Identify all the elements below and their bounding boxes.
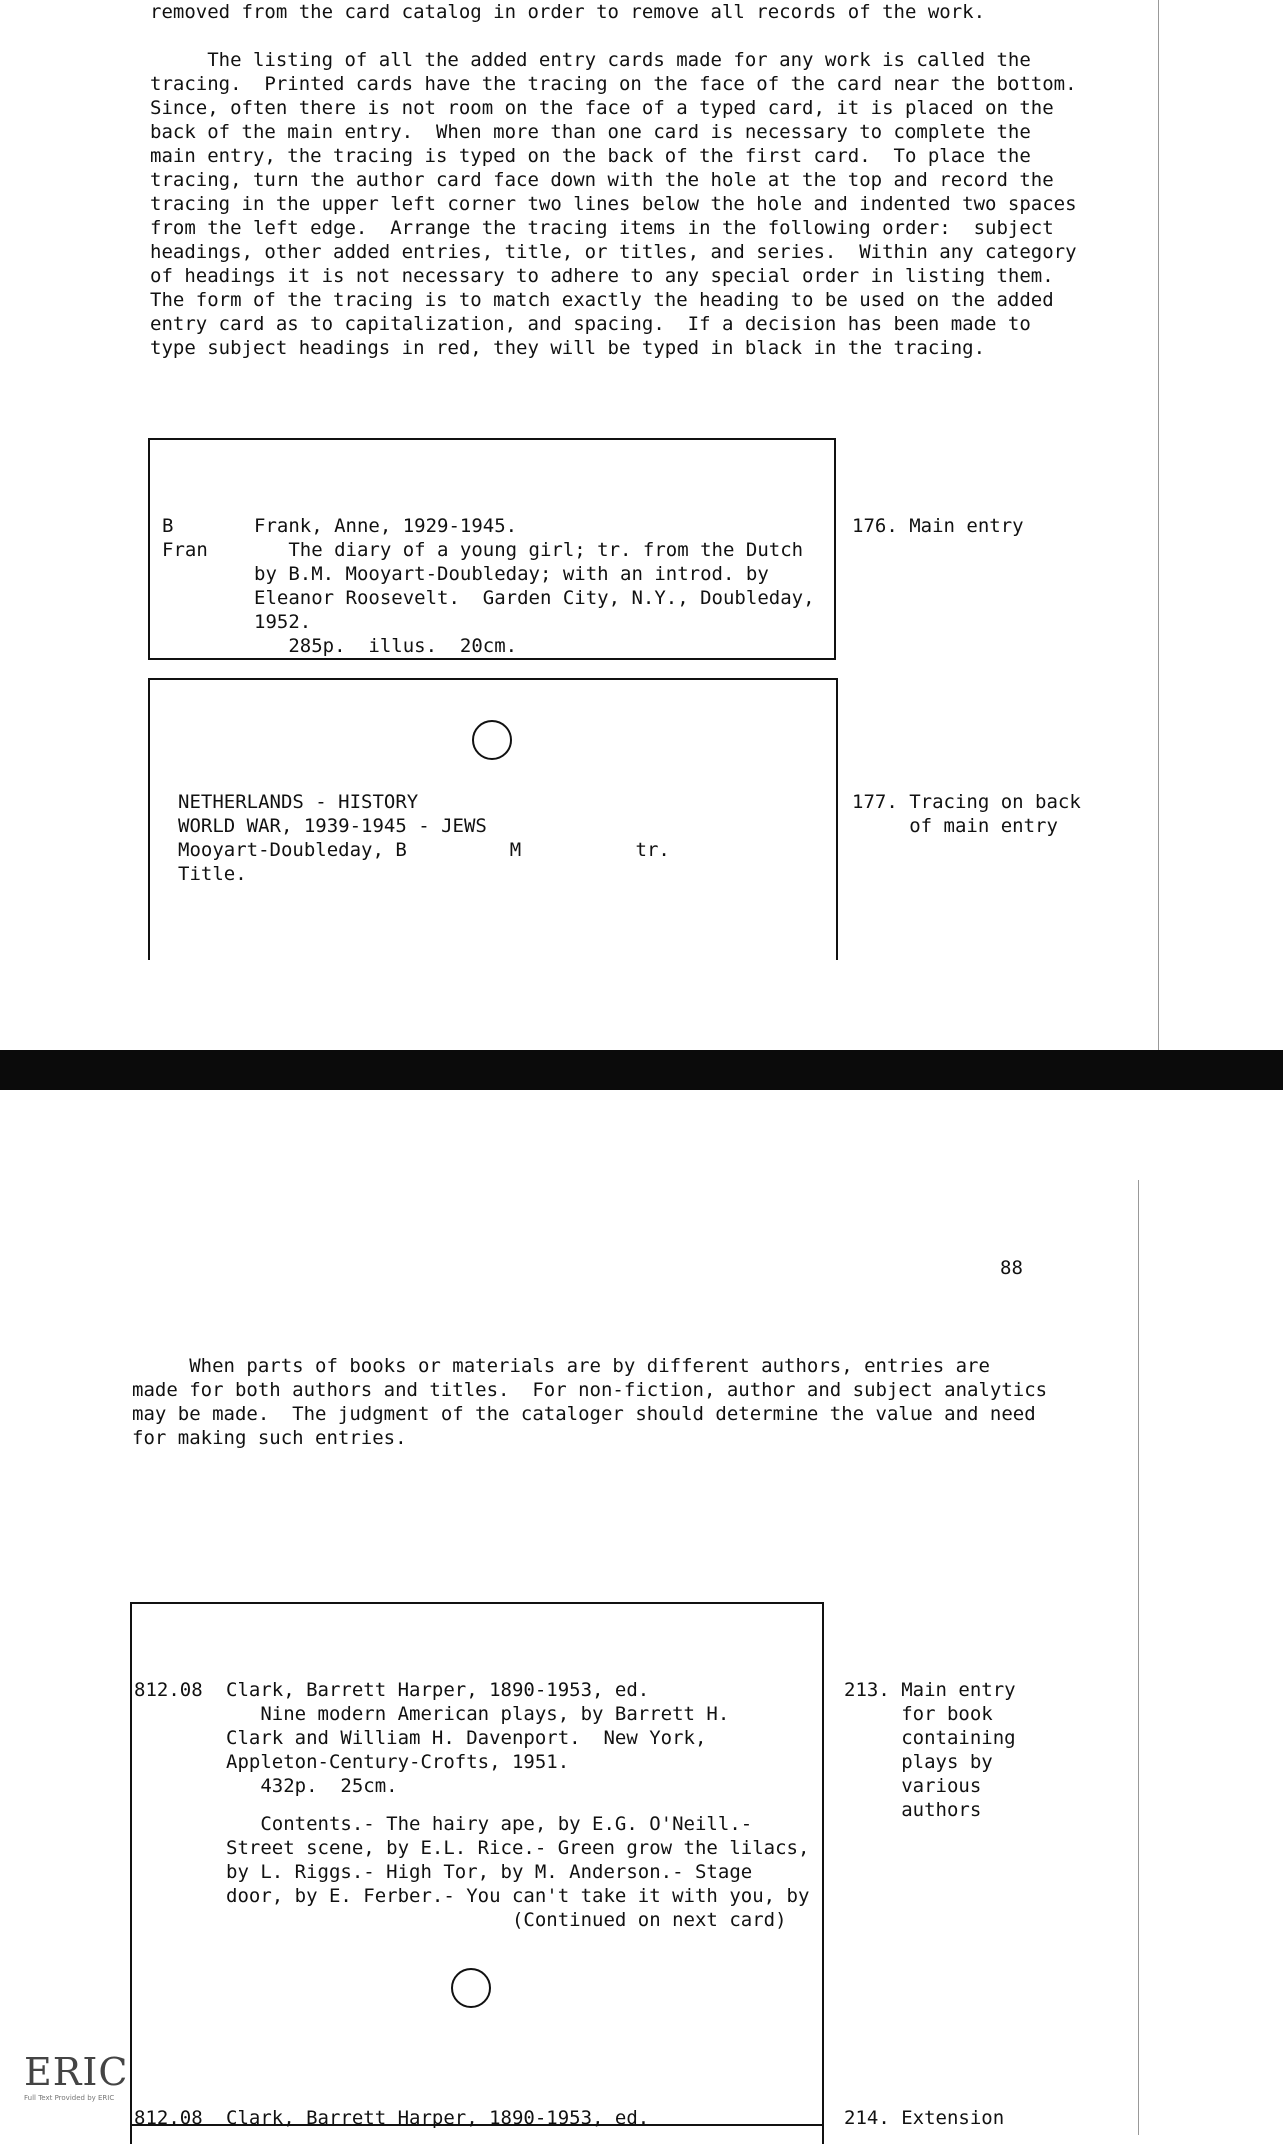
card-line: Clark, Barrett Harper, 1890-1953, ed. [226,1679,650,1701]
card-line: Eleanor Roosevelt. Garden City, N.Y., Doubleday, [254,587,815,609]
card-line [226,1798,809,1812]
eric-logo-tagline: Full Text Provided by ERIC [24,2094,115,2102]
paragraph-line: back of the main entry. When more than one card is necessary to complete the [150,121,1031,143]
card-line: by B.M. Mooyart-Doubleday; with an introd. by [254,563,769,585]
paragraph-line: tracing in the upper left corner two lines below the hole and indented two spaces [150,193,1077,215]
paragraph-line: The form of the tracing is to match exactly the heading to be used on the added [150,289,1054,311]
caption-line: plays by [844,1751,993,1773]
paragraph-line: tracing. Printed cards have the tracing on the face of the card near the bottom. [150,73,1077,95]
paragraph-line: The listing of all the added entry cards made for any work is called the [150,49,1031,71]
card-line: WORLD WAR, 1939-1945 - JEWS [178,815,487,837]
card-line: Nine modern American plays, by Barrett H. [226,1703,730,1725]
eric-logo [24,2050,128,2102]
paragraph-line: made for both authors and titles. For non-fiction, author and subject analytics [132,1379,1048,1401]
card-line: by L. Riggs.- High Tor, by M. Anderson.- Stage [226,1861,753,1883]
card-line: 1952. [254,611,312,633]
caption-line: for book [844,1703,993,1725]
caption-line: various [844,1775,982,1797]
top-line: removed from the card catalog in order to remove all records of the work. [150,1,986,23]
card-hole-icon [451,1968,491,2008]
page-two [0,1090,1283,2135]
page-number: 88 [1000,1257,1023,1279]
caption-line: of main entry [852,815,1058,837]
paragraph-line: headings, other added entries, title, or titles, and series. Within any category [150,241,1077,263]
page-edge [1138,1180,1139,2135]
card-line: NETHERLANDS - HISTORY [178,791,419,813]
paragraph-line: Since, often there is not room on the face of a typed card, it is placed on the [150,97,1054,119]
card-line: Contents.- The hairy ape, by E.G. O'Neill.- [226,1813,753,1835]
call-number-line: B [162,515,174,537]
analytics-paragraph [132,1354,1047,1450]
page-edge [1158,0,1159,1050]
card-214-call-number: 812.08 [134,2107,203,2129]
tracing-paragraph [150,48,1077,360]
paragraph-line: entry card as to capitalization, and spacing. If a decision has been made to [150,313,1031,335]
paragraph-line: When parts of books or materials are by different authors, entries are [132,1355,990,1377]
card-line: 285p. illus. 20cm. [254,635,518,657]
card-line: Appleton-Century-Crofts, 1951. [226,1751,570,1773]
card-line: (Continued on next card) [226,1909,787,1931]
page-divider [0,1050,1283,1092]
card-213-body [226,1678,809,1932]
card-177-caption [852,790,1081,838]
card-176-caption: 176. Main entry [852,515,1024,537]
caption-line: 177. Tracing on back [852,791,1081,813]
card-line: 432p. 25cm. [226,1775,398,1797]
card-213-call-number: 812.08 [134,1679,203,1701]
caption-line: authors [844,1799,982,1821]
paragraph-line: may be made. The judgment of the cataloger should determine the value and need [132,1403,1036,1425]
card-line: Mooyart-Doubleday, B M tr. [178,839,670,861]
paragraph-line: type subject headings in red, they will be typed in black in the tracing. [150,337,986,359]
card-214-line: Clark, Barrett Harper, 1890-1953, ed. [226,2107,650,2129]
call-number-line: Fran [162,539,208,561]
card-176-body [254,514,815,658]
card-176-call-number [162,514,208,562]
paragraph-line: from the left edge. Arrange the tracing items in the following order: subject [150,217,1054,239]
paragraph-line: for making such entries. [132,1427,407,1449]
card-213-caption [844,1678,1016,1822]
page-one [0,0,1283,1050]
card-line: Title. [178,863,247,885]
card-177-body [178,790,670,886]
eric-logo-text: ERIC [24,2050,129,2094]
card-hole-icon [472,720,512,760]
paragraph-line: tracing, turn the author card face down with the hole at the top and record the [150,169,1054,191]
card-line: Street scene, by E.L. Rice.- Green grow the lilacs, [226,1837,810,1859]
card-line: Clark and William H. Davenport. New York, [226,1727,707,1749]
card-line: The diary of a young girl; tr. from the Dutch [254,539,804,561]
card-line: Frank, Anne, 1929-1945. [254,515,518,537]
paragraph-line: of headings it is not necessary to adhere to any special order in listing them. [150,265,1054,287]
caption-line: containing [844,1727,1016,1749]
card-line: door, by E. Ferber.- You can't take it with you, by [226,1885,810,1907]
card-214-caption: 214. Extension [844,2107,1005,2129]
caption-line: 213. Main entry [844,1679,1016,1701]
paragraph-line: main entry, the tracing is typed on the back of the first card. To place the [150,145,1031,167]
